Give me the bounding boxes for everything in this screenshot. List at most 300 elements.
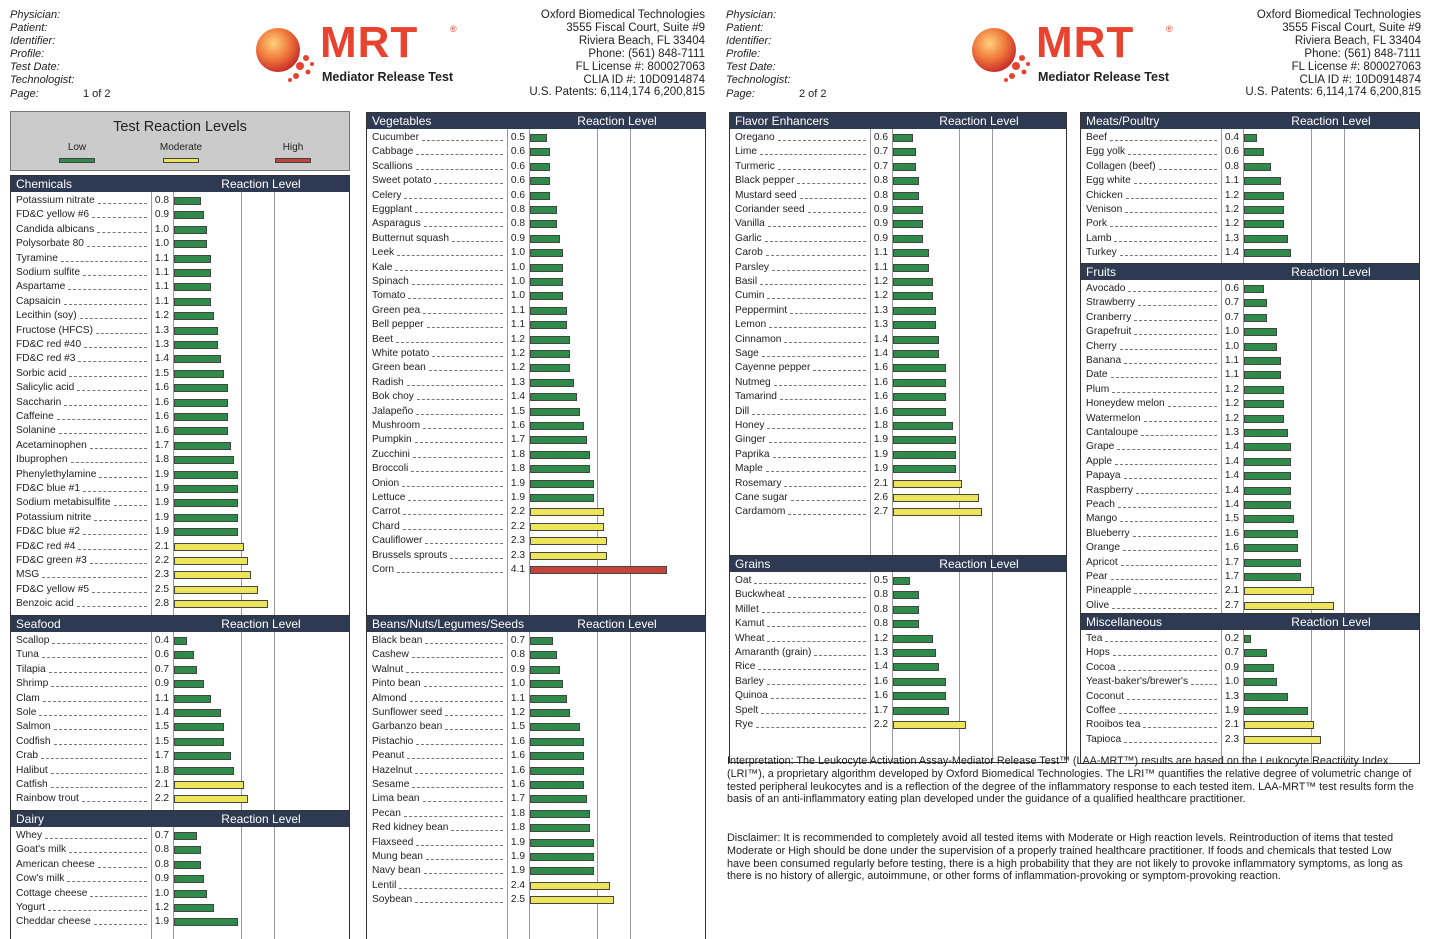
leader-dots <box>1138 305 1217 306</box>
leader-dots <box>1113 655 1217 656</box>
leader-dots <box>1123 550 1217 551</box>
reaction-bar-low <box>893 393 946 401</box>
item-value: 1.3 <box>1224 232 1240 244</box>
item-value: 0.8 <box>510 204 526 215</box>
item-value: 1.6 <box>154 396 170 408</box>
reaction-bar-low <box>530 738 584 746</box>
item-name: Tomato <box>372 290 406 302</box>
item-name: Rice <box>735 661 756 673</box>
reaction-bar-moderate <box>1244 602 1334 610</box>
item-value: 0.6 <box>873 132 889 143</box>
item-name: Cane sugar <box>735 492 788 503</box>
item-value: 1.6 <box>510 420 526 431</box>
reaction-bar-moderate <box>530 552 607 560</box>
patient-field: Patient: <box>726 22 764 35</box>
result-row-soybean <box>367 893 705 907</box>
item-name: Oat <box>735 575 752 586</box>
result-row-pineapple <box>1081 584 1419 598</box>
result-row-cane-sugar <box>730 491 1066 505</box>
leader-dots <box>416 414 503 415</box>
section-body <box>367 129 705 627</box>
result-row-rosemary <box>730 477 1066 491</box>
result-row-oregano <box>730 131 1066 145</box>
item-value: 1.3 <box>154 324 170 336</box>
leader-dots <box>404 816 503 817</box>
leader-dots <box>760 154 866 155</box>
reaction-bar-low <box>1244 249 1291 257</box>
reaction-bar-low <box>893 451 956 459</box>
reaction-bar-low <box>893 292 933 300</box>
result-row-black-pepper <box>730 174 1066 188</box>
reaction-bar-low <box>893 422 953 430</box>
leader-dots <box>42 657 147 658</box>
item-value: 1.1 <box>510 692 526 704</box>
result-row-aspartame <box>11 280 349 294</box>
leader-dots <box>94 924 147 925</box>
reaction-bar-low <box>530 379 574 387</box>
item-value: 1.8 <box>510 448 526 460</box>
leader-dots <box>445 729 503 730</box>
result-row-lamb <box>1081 232 1419 246</box>
result-row-blueberry <box>1081 527 1419 541</box>
section-chemicals <box>10 175 350 629</box>
mrt-logo <box>966 18 1186 88</box>
result-row-navy-bean <box>367 864 705 878</box>
reaction-bar-low <box>893 635 933 643</box>
reaction-bar-low <box>893 148 916 156</box>
result-row-rooibos-tea <box>1081 718 1419 732</box>
item-value: 0.7 <box>1224 297 1240 309</box>
reaction-bar-low <box>174 904 214 912</box>
reaction-bar-low <box>893 278 933 286</box>
reaction-bar-low <box>1244 177 1281 185</box>
result-row-candida-albicans <box>11 223 349 237</box>
item-value: 1.2 <box>154 902 170 913</box>
result-row-apple <box>1081 455 1419 469</box>
item-value: 1.2 <box>1224 204 1240 215</box>
reaction-bar-low <box>174 767 234 775</box>
leader-dots <box>408 500 503 501</box>
leader-dots <box>1111 377 1217 378</box>
reaction-bar-low <box>530 134 547 142</box>
result-row-zucchini <box>367 448 705 462</box>
section-grains <box>729 555 1067 763</box>
item-value: 0.7 <box>873 146 889 158</box>
item-name: Tuna <box>16 649 39 661</box>
item-value: 1.9 <box>1224 705 1240 716</box>
item-value: 1.4 <box>1224 470 1240 482</box>
item-value: 1.0 <box>154 223 170 235</box>
item-name: Orange <box>1086 542 1120 554</box>
result-row-eggplant <box>367 203 705 217</box>
leader-dots <box>84 347 147 348</box>
item-name: Acetaminophen <box>16 439 87 451</box>
item-value: 1.8 <box>510 822 526 834</box>
item-name: Cauliflower <box>372 535 423 547</box>
leader-dots <box>1128 154 1217 155</box>
item-name: Sorbic acid <box>16 367 67 379</box>
item-value: 1.9 <box>510 865 526 877</box>
item-value: 0.8 <box>1224 160 1240 172</box>
result-row-mushroom <box>367 419 705 433</box>
reaction-bar-moderate <box>174 586 258 594</box>
item-name: Garlic <box>735 232 762 244</box>
section-header <box>367 113 705 129</box>
result-row-fd-c-blue-2 <box>11 525 349 539</box>
item-name: Butternut squash <box>372 232 450 244</box>
item-value: 1.9 <box>154 468 170 480</box>
item-name: American cheese <box>16 858 95 870</box>
leader-dots <box>771 698 866 699</box>
logo-sphere-icon <box>250 20 316 86</box>
result-row-millet <box>730 603 1066 617</box>
item-name: Peppermint <box>735 304 788 316</box>
item-value: 0.4 <box>154 635 170 646</box>
reaction-bar-low <box>530 148 550 156</box>
result-row-capsaicin <box>11 295 349 309</box>
result-row-strawberry <box>1081 296 1419 310</box>
result-row-lettuce <box>367 491 705 505</box>
section-miscellaneous <box>1080 613 1420 764</box>
item-value: 0.6 <box>510 189 526 201</box>
reaction-bar-low <box>530 781 584 789</box>
item-value: 1.6 <box>510 764 526 776</box>
leader-dots <box>425 543 503 544</box>
patient-field: Patient: <box>10 22 48 35</box>
result-row-basil <box>730 275 1066 289</box>
result-row-mung-bean <box>367 850 705 864</box>
item-name: Cow's milk <box>16 873 65 885</box>
item-value: 0.7 <box>1224 311 1240 323</box>
item-value: 1.8 <box>154 764 170 776</box>
result-row-cayenne-pepper <box>730 361 1066 375</box>
reaction-bar-low <box>893 649 936 657</box>
item-value: 1.2 <box>510 707 526 718</box>
item-value: 1.6 <box>873 675 889 687</box>
reaction-bar-low <box>530 810 590 818</box>
item-value: 0.7 <box>1224 647 1240 659</box>
result-row-spinach <box>367 275 705 289</box>
item-value: 0.9 <box>154 873 170 885</box>
reaction-bar-low <box>1244 386 1284 394</box>
reaction-bar-low <box>530 364 570 372</box>
item-name: FD&C yellow #5 <box>16 583 90 595</box>
item-name: Cashew <box>372 649 409 661</box>
reaction-bar-low <box>893 350 939 358</box>
item-value: 1.5 <box>154 735 170 747</box>
result-row-tea <box>1081 632 1419 646</box>
reaction-bar-low <box>530 163 550 171</box>
reaction-bar-low <box>893 235 923 243</box>
legend-moderate-label: Moderate <box>159 142 203 153</box>
leader-dots <box>1112 608 1217 609</box>
leader-dots <box>1136 493 1217 494</box>
leader-dots <box>97 232 147 233</box>
item-name: Sesame <box>372 779 410 790</box>
reaction-bar-low <box>174 413 228 421</box>
leader-dots <box>407 758 503 759</box>
reaction-bar-low <box>1244 515 1294 523</box>
item-value: 1.6 <box>873 376 889 388</box>
item-value: 1.4 <box>154 353 170 365</box>
reaction-bar-low <box>1244 163 1271 171</box>
reaction-bar-low <box>530 494 594 502</box>
reaction-bar-low <box>174 499 238 507</box>
reaction-bar-low <box>174 384 228 392</box>
leader-dots <box>790 313 866 314</box>
reaction-bar-low <box>530 408 580 416</box>
leader-dots <box>808 212 866 213</box>
leader-dots <box>767 684 866 685</box>
result-row-bell-pepper <box>367 318 705 332</box>
item-value: 0.7 <box>154 830 170 841</box>
item-value: 1.4 <box>873 348 889 359</box>
reaction-bar-low <box>1244 530 1298 538</box>
leader-dots <box>450 558 503 559</box>
reaction-bar-moderate <box>174 795 248 803</box>
leader-dots <box>1110 140 1217 141</box>
item-name: Cinnamon <box>735 333 782 345</box>
item-value: 1.1 <box>510 304 526 316</box>
reaction-bar-low <box>893 663 939 671</box>
leader-dots <box>412 657 503 658</box>
leader-dots <box>78 549 147 550</box>
leader-dots <box>54 729 147 730</box>
leader-dots <box>1144 421 1217 422</box>
leader-dots <box>451 830 503 831</box>
item-value: 1.1 <box>1224 355 1240 366</box>
item-value: 1.7 <box>1224 556 1240 568</box>
result-row-lima-bean <box>367 792 705 806</box>
item-name: Cherry <box>1086 340 1117 352</box>
item-value: 1.9 <box>154 916 170 928</box>
reaction-bar-low <box>1244 314 1267 322</box>
item-value: 2.2 <box>154 555 170 566</box>
item-name: Hops <box>1086 647 1110 659</box>
item-name: Cumin <box>735 290 765 302</box>
item-name: Nutmeg <box>735 376 771 388</box>
item-value: 0.8 <box>154 844 170 856</box>
result-row-yogurt <box>11 901 349 915</box>
leader-dots <box>397 255 503 256</box>
item-name: Crab <box>16 750 39 762</box>
reaction-bar-low <box>174 442 231 450</box>
item-name: Wheat <box>735 632 765 644</box>
item-value: 0.9 <box>154 209 170 221</box>
reaction-bar-low <box>893 678 946 686</box>
item-name: Tamarind <box>735 391 777 403</box>
leader-dots <box>1159 169 1217 170</box>
leader-dots <box>39 715 147 716</box>
reaction-bar-low <box>174 211 204 219</box>
leader-dots <box>1134 183 1217 184</box>
leader-dots <box>765 241 866 242</box>
reaction-bar-moderate <box>530 896 614 904</box>
item-value: 1.0 <box>510 290 526 302</box>
reaction-bar-low <box>174 341 218 349</box>
section-meats-poultry <box>1080 112 1420 278</box>
reaction-bar-low <box>1244 487 1291 495</box>
item-value: 0.8 <box>510 218 526 230</box>
leader-dots <box>1124 363 1217 364</box>
leader-dots <box>402 486 503 487</box>
item-value: 0.6 <box>154 649 170 661</box>
result-row-codfish <box>11 735 349 749</box>
leader-dots <box>784 486 866 487</box>
result-row-brussels-sprouts <box>367 549 705 563</box>
result-row-salmon <box>11 720 349 734</box>
item-name: Potassium nitrate <box>16 195 95 206</box>
item-value: 1.1 <box>510 319 526 331</box>
item-name: Goat's milk <box>16 844 67 856</box>
result-row-cottage-cheese <box>11 887 349 901</box>
leader-dots <box>1118 670 1217 671</box>
reaction-bar-low <box>174 846 201 854</box>
section-title: Vegetables <box>372 114 432 128</box>
item-name: Watermelon <box>1086 412 1141 424</box>
result-row-kale <box>367 261 705 275</box>
leader-dots <box>1134 320 1217 321</box>
result-row-american-cheese <box>11 858 349 872</box>
item-name: Cheddar cheese <box>16 916 91 928</box>
item-value: 1.7 <box>154 439 170 451</box>
result-row-peanut <box>367 749 705 763</box>
result-row-whey <box>11 829 349 843</box>
result-row-flaxseed <box>367 836 705 850</box>
item-name: Pecan <box>372 807 401 819</box>
legend-title: Test Reaction Levels <box>113 119 247 135</box>
result-row-coriander-seed <box>730 203 1066 217</box>
result-row-salicylic-acid <box>11 381 349 395</box>
section-header <box>367 616 705 632</box>
item-value: 1.9 <box>510 851 526 862</box>
reaction-bar-low <box>530 436 587 444</box>
item-name: Ginger <box>735 434 766 446</box>
logo-sphere-icon <box>966 20 1032 86</box>
result-row-parsley <box>730 261 1066 275</box>
item-name: FD&C red #3 <box>16 353 76 365</box>
item-value: 1.6 <box>873 405 889 417</box>
item-name: Beet <box>372 333 393 345</box>
leader-dots <box>61 261 147 262</box>
leader-dots <box>1128 291 1217 292</box>
reaction-bar-low <box>893 321 936 329</box>
reaction-bar-low <box>1244 357 1281 365</box>
leader-dots <box>416 744 503 745</box>
result-row-fd-c-red-40 <box>11 338 349 352</box>
leader-dots <box>758 669 866 670</box>
leader-dots <box>1118 507 1217 508</box>
item-name: Tilapia <box>16 663 46 675</box>
item-value: 1.2 <box>1224 398 1240 410</box>
reaction-bar-low <box>1244 693 1288 701</box>
leader-dots <box>59 433 147 434</box>
reaction-bar-low <box>530 824 590 832</box>
leader-dots <box>412 787 503 788</box>
item-name: Cardamom <box>735 506 786 518</box>
result-row-jalape-o <box>367 405 705 419</box>
result-row-vanilla <box>730 217 1066 231</box>
leader-dots <box>1124 478 1217 479</box>
item-name: Lemon <box>735 319 767 331</box>
reaction-level-heading: Reaction Level <box>577 617 657 631</box>
item-name: Egg white <box>1086 175 1131 187</box>
physician-field: Physician: <box>10 9 61 21</box>
reaction-bar-low <box>893 177 919 185</box>
patient-info <box>726 9 827 101</box>
item-value: 1.1 <box>154 295 170 307</box>
reaction-bar-moderate <box>174 781 244 789</box>
result-row-sunflower-seed <box>367 706 705 720</box>
reaction-bar-moderate <box>530 537 607 545</box>
item-value: 1.0 <box>1224 340 1240 352</box>
result-row-lime <box>730 145 1066 159</box>
item-name: Caffeine <box>16 411 54 422</box>
leader-dots <box>1125 212 1217 213</box>
result-row-chard <box>367 520 705 534</box>
reaction-bar-low <box>893 307 936 315</box>
result-row-shrimp <box>11 677 349 691</box>
section-body <box>1081 280 1419 626</box>
item-value: 1.5 <box>154 721 170 733</box>
reaction-bar-low <box>893 465 956 473</box>
reaction-bar-low <box>174 327 218 335</box>
result-row-raspberry <box>1081 484 1419 498</box>
reaction-bar-low <box>174 918 238 926</box>
result-row-oat <box>730 574 1066 588</box>
reaction-bar-low <box>1244 649 1267 657</box>
item-name: Black bean <box>372 635 423 646</box>
result-row-barley <box>730 675 1066 689</box>
leader-dots <box>784 342 866 343</box>
result-row-sage <box>730 347 1066 361</box>
result-row-papaya <box>1081 469 1419 483</box>
reaction-bar-low <box>174 680 204 688</box>
result-row-pistachio <box>367 735 705 749</box>
leader-dots <box>90 896 147 897</box>
result-row-tyramine <box>11 252 349 266</box>
item-name: Cayenne pepper <box>735 362 811 374</box>
leader-dots <box>754 583 866 584</box>
item-name: Strawberry <box>1086 297 1136 309</box>
result-row-cranberry <box>1081 311 1419 325</box>
leader-dots <box>42 577 147 578</box>
section-beans-nuts-legumes-seeds <box>366 615 706 939</box>
leader-dots <box>1119 713 1217 714</box>
reaction-bar-low <box>530 307 567 315</box>
leader-dots <box>1134 593 1217 594</box>
leader-dots <box>761 713 866 714</box>
result-row-catfish <box>11 778 349 792</box>
result-row-dill <box>730 405 1066 419</box>
reaction-bar-low <box>530 321 567 329</box>
item-name: Peanut <box>372 750 405 762</box>
reaction-bar-low <box>893 192 919 200</box>
item-value: 1.7 <box>1224 571 1240 582</box>
leader-dots <box>423 313 503 314</box>
item-value: 1.2 <box>873 276 889 287</box>
reaction-bar-low <box>1244 299 1267 307</box>
result-row-beef <box>1081 131 1419 145</box>
item-value: 0.8 <box>873 603 889 615</box>
item-name: Kamut <box>735 618 765 630</box>
technologist-field: Technologist: <box>10 74 75 87</box>
leader-dots <box>408 298 503 299</box>
reaction-bar-low <box>174 255 211 263</box>
item-name: Salicylic acid <box>16 382 75 394</box>
result-row-walnut <box>367 663 705 677</box>
item-value: 1.0 <box>1224 326 1240 338</box>
